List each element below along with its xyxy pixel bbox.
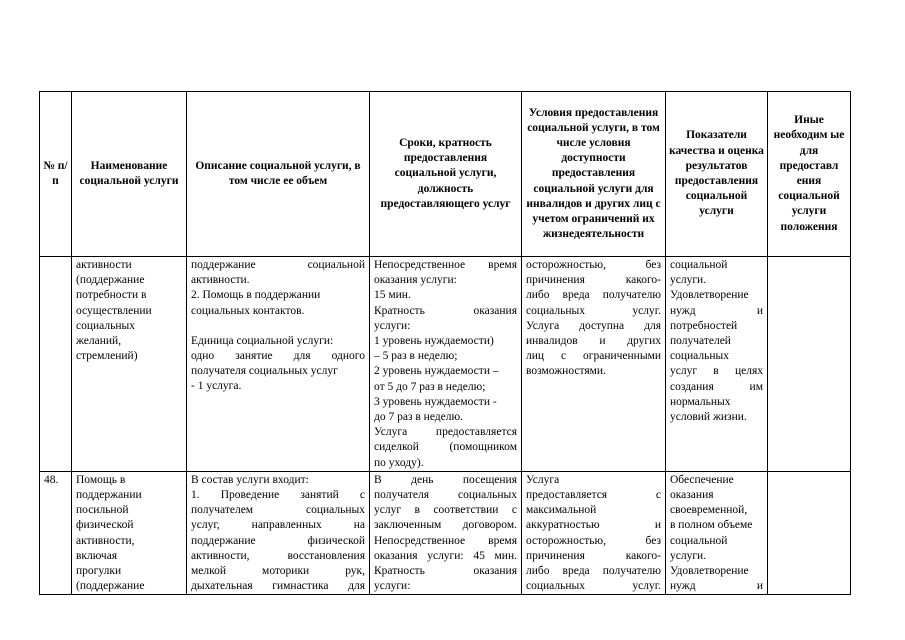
cell-line: инвалидов и других <box>526 335 661 348</box>
cell-line: осторожностью, без <box>526 534 661 547</box>
cell-line: либо вреда получателю <box>526 289 661 302</box>
service-name-cell <box>72 471 187 595</box>
cell-line: 2 уровень нуждаемости – <box>374 365 499 378</box>
cell-line: В состав услуги входит: <box>191 473 309 486</box>
quality-cell <box>666 257 768 472</box>
header-row <box>40 92 851 257</box>
cell-line <box>191 319 365 334</box>
cell-line: лиц с ограниченными <box>526 350 661 363</box>
service-name-cell <box>72 257 187 472</box>
cell-line: активности. <box>191 274 250 287</box>
cell-line: 15 мин. <box>374 289 411 302</box>
row-number: 48. <box>40 471 72 595</box>
cell-line: социальной <box>670 259 728 271</box>
cell-line: причинения какого- <box>526 274 661 287</box>
header-other: Иные необходим ые для предоставл ения социальной услуги положения <box>768 92 851 257</box>
cell-line: создания им <box>670 380 763 393</box>
cell-line: получателем социальных <box>191 504 365 517</box>
cell-line: прогулки <box>76 565 122 578</box>
cell-line: (поддержание <box>76 274 145 287</box>
header-conditions: Условия предоставления социальной услуги, в том числе условия доступности предоставления социальной услуги для инвалидов и других лиц с учетом ограничений их жизнедеятельности <box>522 92 666 257</box>
cell-line: Единица социальной услуги: <box>191 334 334 347</box>
cell-line: осторожностью, без <box>526 259 661 271</box>
cell-line: социальных услуг. <box>526 580 661 593</box>
cell-line: поддержание физической <box>191 534 365 547</box>
cell-line: социальных <box>76 319 135 332</box>
cell-line: социальных контактов. <box>191 304 305 317</box>
other-cell <box>768 257 851 472</box>
cell-line: своевременной, <box>670 504 748 517</box>
cell-line: по уходу). <box>374 456 424 469</box>
cell-line: Кратность оказания <box>374 565 517 578</box>
cell-line: поддержание социальной <box>191 259 365 271</box>
cell-line: мелкой моторики рук, <box>191 565 365 578</box>
cell-line: Услуга <box>526 473 560 486</box>
cell-line: включая <box>76 549 118 562</box>
cell-line: 3 уровень нуждаемости - <box>374 395 497 408</box>
cell-line: Непосредственное время <box>374 259 517 271</box>
header-service-name: Наименование социальной услуги <box>72 92 187 257</box>
cell-line: поддержании <box>76 489 142 502</box>
header-description: Описание социальной услуги, в том числе ее объем <box>187 92 370 257</box>
cell-line: социальных <box>670 350 729 363</box>
cell-line: оказания <box>670 489 714 502</box>
cell-line: Услуга предоставляется <box>374 426 517 439</box>
cell-line: причинения какого- <box>526 549 661 562</box>
quality-cell <box>666 471 768 595</box>
other-cell <box>768 471 851 595</box>
cell-line: 1 уровень нуждаемости) <box>374 335 494 348</box>
cell-line: 2. Помощь в поддержании <box>191 289 321 302</box>
cell-line: максимальной <box>526 504 597 517</box>
cell-line: активности <box>76 259 132 271</box>
cell-line: (поддержание <box>76 580 145 593</box>
cell-line: получателей <box>670 335 731 348</box>
cell-line: потребности в <box>76 289 147 302</box>
cell-line: либо вреда получателю <box>526 565 661 578</box>
cell-line: получателя социальных услуг <box>191 365 338 378</box>
terms-cell <box>370 257 522 472</box>
row-number <box>40 257 72 472</box>
cell-line: до 7 раз в неделю. <box>374 411 463 424</box>
cell-line: Услуга доступна для <box>526 319 661 332</box>
cell-line: желаний, <box>76 335 122 348</box>
cell-line: услуги. <box>670 549 707 562</box>
terms-cell <box>370 471 522 595</box>
cell-line: сиделкой (помощником <box>374 441 517 454</box>
header-terms: Сроки, кратность предоставления социальной услуги, должность предоставляющего услуг <box>370 92 522 257</box>
cell-line: нужд и <box>670 304 763 317</box>
cell-line: – 5 раз в неделю; <box>374 350 458 363</box>
conditions-cell <box>522 257 666 472</box>
cell-line: стремлений) <box>76 350 138 363</box>
cell-line: активности, <box>76 534 135 547</box>
description-cell <box>187 257 370 472</box>
cell-line: аккуратностью и <box>526 519 661 532</box>
cell-line: дыхательная гимнастика для <box>191 580 365 593</box>
cell-line: получателя социальных <box>374 489 517 502</box>
cell-line: потребностей <box>670 319 738 332</box>
header-number: № п/п <box>40 92 72 257</box>
description-cell <box>187 471 370 595</box>
cell-line: социальной <box>670 534 728 547</box>
cell-line: Непосредственное время <box>374 534 517 547</box>
cell-line: от 5 до 7 раз в неделю; <box>374 380 486 393</box>
conditions-cell <box>522 471 666 595</box>
cell-line: физической <box>76 519 134 532</box>
cell-line: В день посещения <box>374 473 517 486</box>
cell-line: предоставляется с <box>526 489 661 502</box>
header-quality: Показатели качества и оценка результатов предоставления социальной услуги <box>666 92 768 257</box>
cell-line: условий жизни. <box>670 411 747 424</box>
cell-line: Обеспечение <box>670 473 734 486</box>
cell-line: активности, восстановления <box>191 549 365 562</box>
cell-line: услуг в целях <box>670 365 763 378</box>
cell-line: нормальных <box>670 395 731 408</box>
cell-line: посильной <box>76 504 129 517</box>
cell-line: Удовлетворение <box>670 565 749 578</box>
cell-line: одно занятие для одного <box>191 350 365 363</box>
cell-line: услуг, направленных на <box>191 519 365 532</box>
cell-line: нужд и <box>670 580 763 593</box>
cell-line: услуги: <box>374 580 411 593</box>
cell-line: возможностями. <box>526 365 606 378</box>
cell-line: услуги. <box>670 274 707 287</box>
cell-line: осуществлении <box>76 304 152 317</box>
services-table <box>39 91 851 595</box>
cell-line: оказания услуги: 45 мин. <box>374 549 517 562</box>
cell-line: - 1 услуга. <box>191 380 242 393</box>
cell-line: заключенным договором. <box>374 519 517 532</box>
cell-line: услуг в соответствии с <box>374 504 517 517</box>
cell-line: в полном объеме <box>670 519 753 532</box>
cell-line: услуги: <box>374 319 411 332</box>
cell-line: Удовлетворение <box>670 289 749 302</box>
cell-line: Кратность оказания <box>374 304 517 317</box>
table-row <box>40 471 851 595</box>
cell-line: оказания услуги: <box>374 274 457 287</box>
cell-line: Помощь в <box>76 473 126 486</box>
cell-line: 1. Проведение занятий с <box>191 489 365 502</box>
table-row <box>40 257 851 472</box>
cell-line: социальных услуг. <box>526 304 661 317</box>
